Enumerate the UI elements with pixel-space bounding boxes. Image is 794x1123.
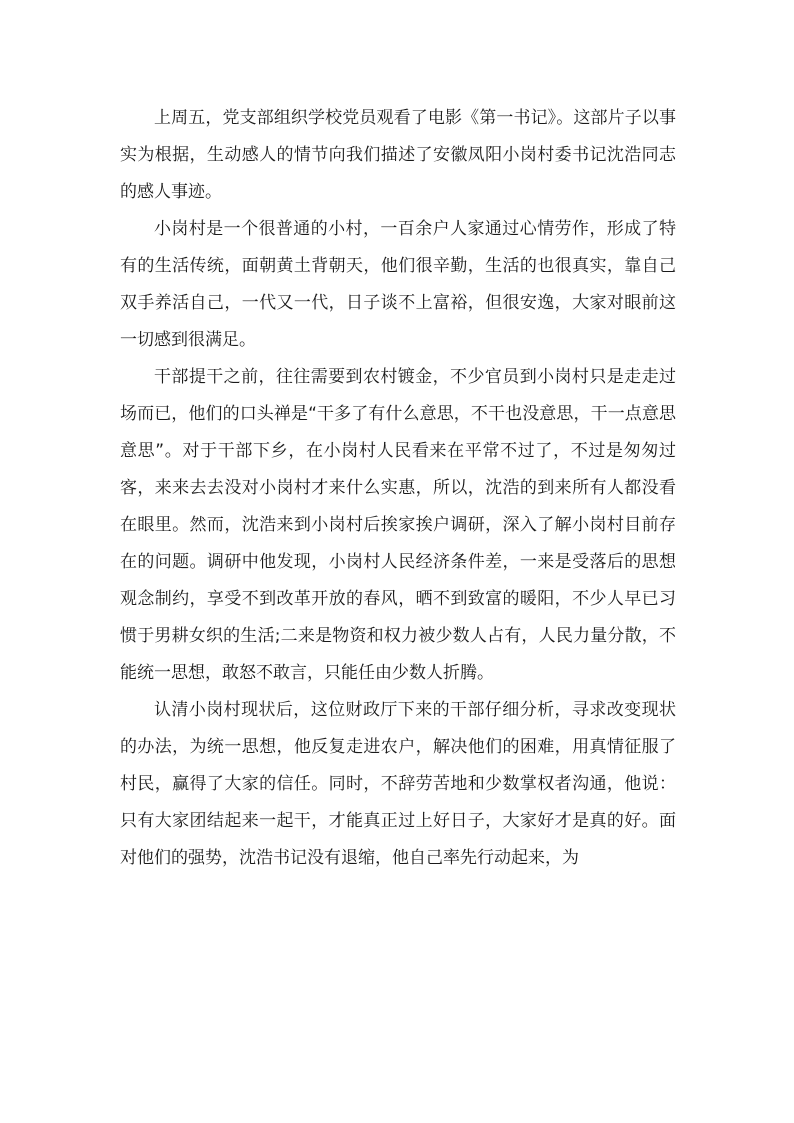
paragraph-3: 干部提干之前，往往需要到农村镀金，不少官员到小岗村只是走走过场而已，他们的口头禅是“干多了有什么意思，不干也没意思，干一点意思意思”。对于干部下乡，在小岗村人民看来在平常不过了，不过是匆匆过客，来来去去没对小岗村才来什么实惠，所以，沈浩的到来所有人都没看在眼里。然而，沈浩来到小岗村后挨家挨户调研，深入了解小岗村目前存在的问题。调研中他发现，小岗村人民经济条件差，一来是受落后的思想观念制约，享受不到改革开放的春风，晒不到致富的暖阳，不少人早已习惯于男耕女织的生活;二来是物资和权力被少数人占有，人民力量分散，不能统一思想，敢怒不敢言，只能任由少数人折腾。 [120, 367, 676, 683]
paragraph-2: 小岗村是一个很普通的小村，一百余户人家通过心情劳作，形成了特有的生活传统，面朝黄土背朝天，他们很辛勤，生活的也很真实，靠自己双手养活自己，一代又一代，日子谈不上富裕，但很安逸，大家对眼前这一切感到很满足。 [120, 219, 676, 350]
body-text [120, 100, 676, 877]
paragraph-4: 认清小岗村现状后，这位财政厅下来的干部仔细分析，寻求改变现状的办法，为统一思想，他反复走进农户，解决他们的困难，用真情征服了村民，赢得了大家的信任。同时，不辞劳苦地和少数掌权者沟通，他说：只有大家团结起来一起干，才能真正过上好日子，大家好才是真的好。面对他们的强势，沈浩书记没有退缩，他自己率先行动起来，为 [120, 700, 676, 868]
paragraph-1: 上周五，党支部组织学校党员观看了电影《第一书记》。这部片子以事实为根据，生动感人的情节向我们描述了安徽凤阳小岗村委书记沈浩同志的感人事迹。 [120, 108, 676, 202]
